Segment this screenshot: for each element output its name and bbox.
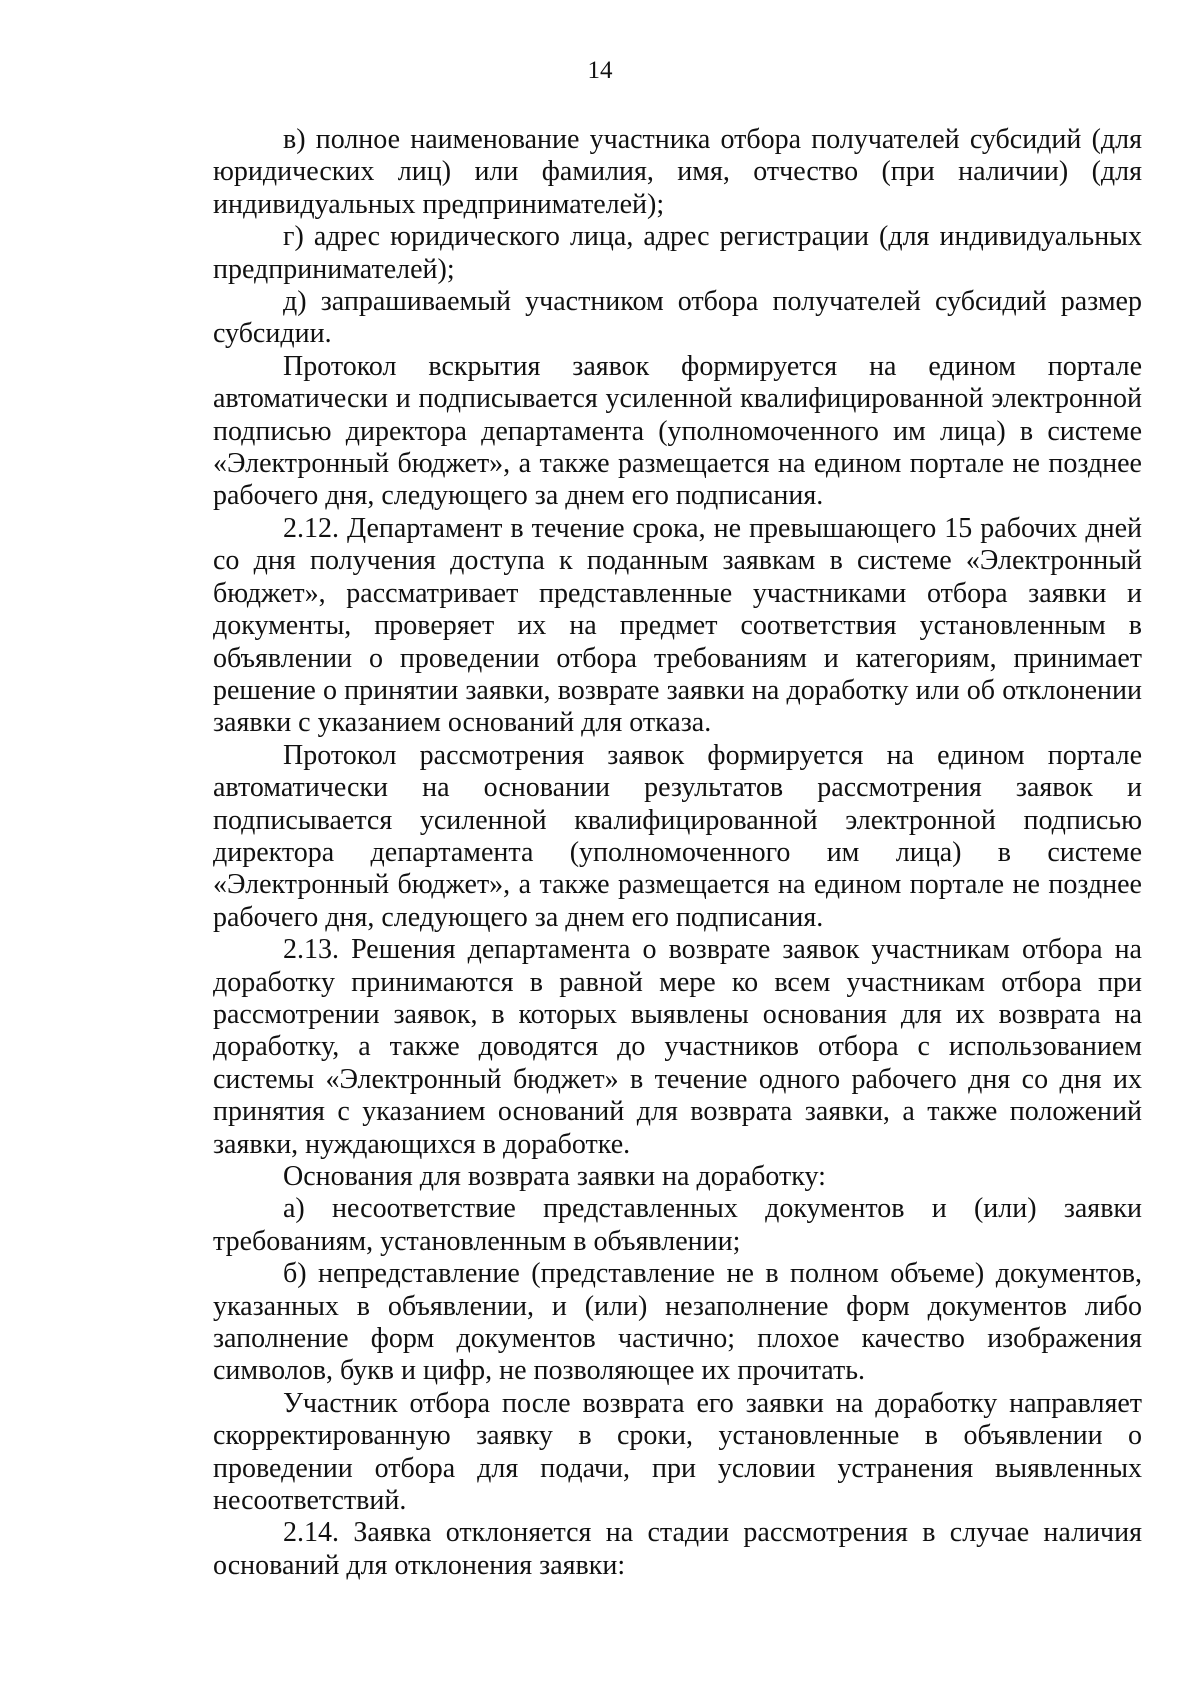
paragraph-item-d: д) запрашиваемый участником отбора получателей субсидий размер субсидии. bbox=[213, 286, 1142, 350]
paragraph-opening-protocol: Протокол вскрытия заявок формируется на едином портале автоматически и подписывается усиленной квалифицированной электронной подписью директора департамента (уполномоченного им лица) в системе «Электронный бюджет», а также размещается на едином портале не позднее рабочего дня, следующего за днем его подписания. bbox=[213, 350, 1142, 512]
document-body bbox=[213, 124, 1142, 1582]
paragraph-item-v: в) полное наименование участника отбора получателей субсидий (для юридических лиц) или фамилия, имя, отчество (при наличии) (для индивидуальных предпринимателей); bbox=[213, 124, 1142, 220]
paragraph-clause-2-12: 2.12. Департамент в течение срока, не превышающего 15 рабочих дней со дня получения доступа к поданным заявкам в системе «Электронный бюджет», рассматривает представленные участниками отбора заявки и документы, проверяет их на предмет соответствия установленным в объявлении о проведении отбора требованиям и категориям, принимает решение о принятии заявки, возврате заявки на доработку или об отклонении заявки с указанием оснований для отказа. bbox=[213, 512, 1142, 739]
paragraph-clause-2-13: 2.13. Решения департамента о возврате заявок участникам отбора на доработку принимаются в равной мере ко всем участникам отбора при рассмотрении заявок, в которых выявлены основания для их возврата на доработку, а также доводятся до участников отбора с использованием системы «Электронный бюджет» в течение одного рабочего дня со дня их принятия с указанием оснований для возврата заявки, а также положений заявки, нуждающихся в доработке. bbox=[213, 934, 1142, 1160]
paragraph-return-ground-b: б) непредставление (представление не в полном объеме) документов, указанных в объявлении, и (или) незаполнение форм документов либо заполнение форм документов частично; плохое качество изображения символов, букв и цифр, не позволяющее их прочитать. bbox=[213, 1258, 1142, 1387]
paragraph-review-protocol: Протокол рассмотрения заявок формируется на едином портале автоматически на основании результатов рассмотрения заявок и подписывается усиленной квалифицированной электронной подписью директора департамента (уполномоченного им лица) в системе «Электронный бюджет», а также размещается на едином портале не позднее рабочего дня, следующего за днем его подписания. bbox=[213, 739, 1142, 933]
page-number: 14 bbox=[587, 57, 613, 84]
paragraph-return-ground-a: а) несоответствие представленных документов и (или) заявки требованиям, установленным в объявлении; bbox=[213, 1193, 1142, 1257]
paragraph-clause-2-14: 2.14. Заявка отклоняется на стадии рассмотрения в случае наличия оснований для отклонения заявки: bbox=[213, 1517, 1142, 1581]
paragraph-resubmission: Участник отбора после возврата его заявки на доработку направляет скорректированную заявку в сроки, установленные в объявлении о проведении отбора для подачи, при условии устранения выявленных несоответствий. bbox=[213, 1387, 1142, 1517]
paragraph-item-g: г) адрес юридического лица, адрес регистрации (для индивидуальных предпринимателей); bbox=[213, 221, 1142, 285]
paragraph-return-grounds-heading: Основания для возврата заявки на доработку: bbox=[283, 1161, 826, 1192]
